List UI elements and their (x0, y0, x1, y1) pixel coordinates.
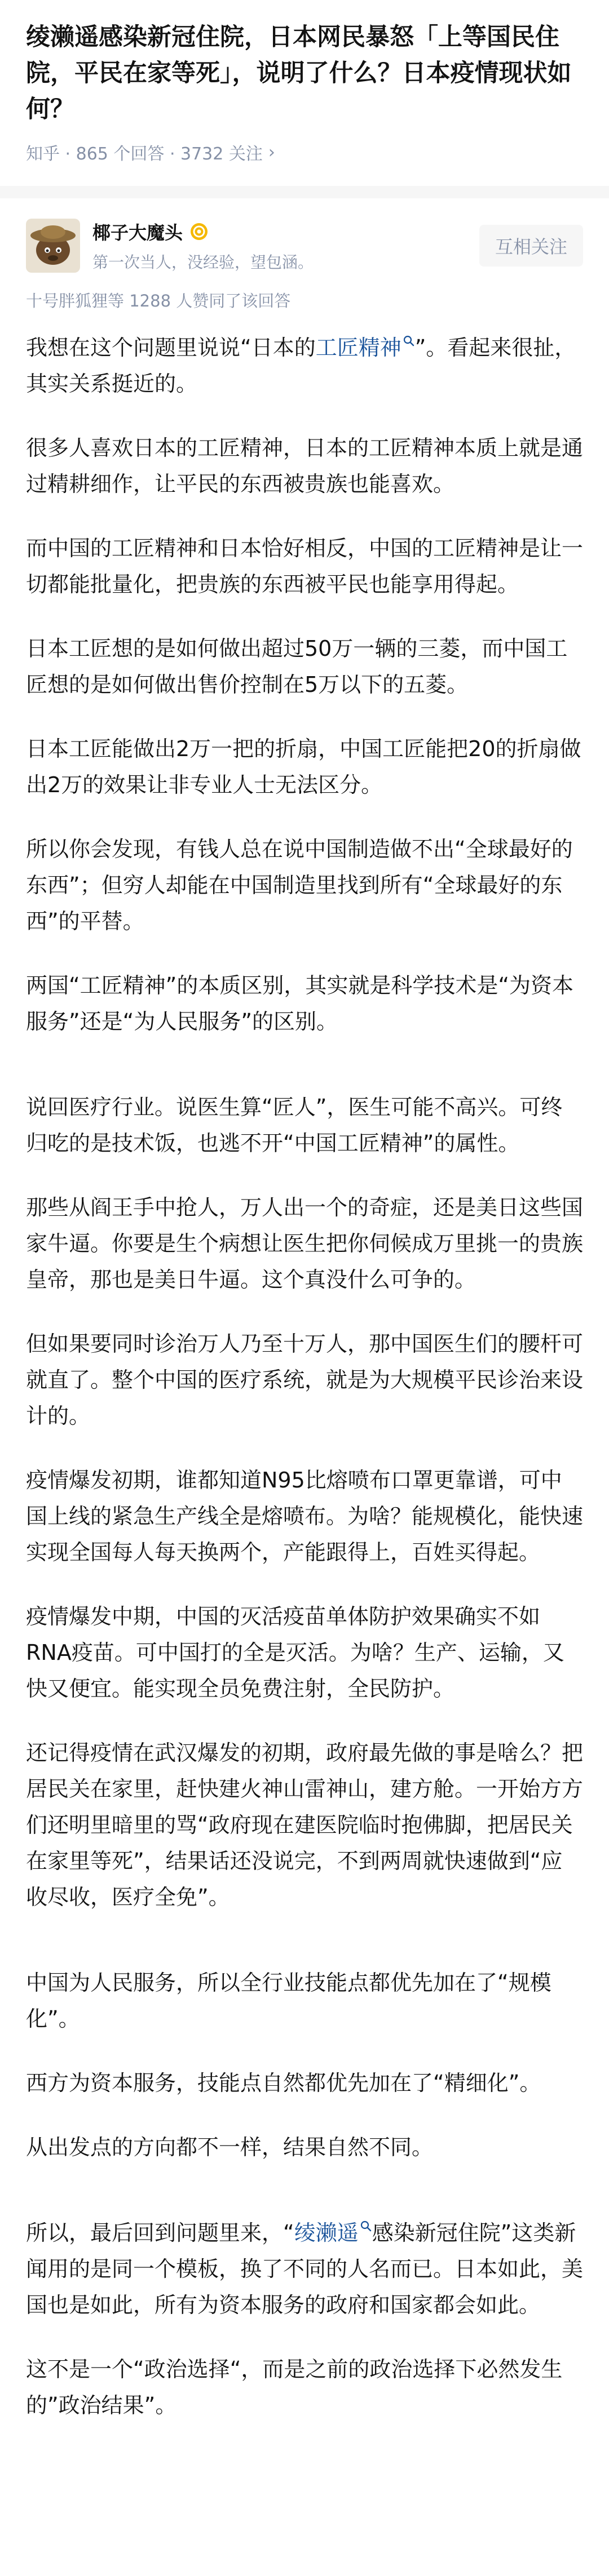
keyword-link[interactable]: 绫濑遥 (294, 2220, 359, 2245)
verified-badge-icon (189, 222, 209, 241)
paragraph: 所以，最后回到问题里来，“绫濑遥 感染新冠住院”这类新闻用的是同一个模板，换了不同的人名而已。日本如此，美国也是如此，所有为资本服务的政府和国家都会如此。 (26, 2220, 584, 2317)
section-divider (0, 186, 609, 198)
paragraph: 日本工匠想的是如何做出超过50万一辆的三菱，而中国工匠想的是如何做出售价控制在5万以下的五菱。 (26, 636, 568, 697)
paragraph: 日本工匠能做出2万一把的折扇，中国工匠能把20的折扇做出2万的效果让非专业人士无法区分。 (26, 736, 581, 797)
avatar[interactable] (26, 219, 80, 273)
question-title[interactable]: 绫濑遥感染新冠住院，日本网民暴怒「上等国民住院，平民在家等死」，说明了什么？日本疫情现状如何？ (26, 23, 572, 123)
paragraph: 还记得疫情在武汉爆发的初期，政府最先做的事是啥么？把居民关在家里，赶快建火神山雷神山，建方舱。一开始方方们还明里暗里的骂“政府现在建医院临时抱佛脚，把居民关在家里等死”，结果话还没说完，不到两周就快速做到“应收尽收，医疗全免”。 (26, 1740, 584, 1909)
question-meta[interactable] (26, 140, 583, 165)
paragraph: 说回医疗行业。说医生算“匠人”，医生可能不高兴。可终归吃的是技术饭，也逃不开“中国工匠精神”的属性。 (26, 1095, 563, 1156)
author-name[interactable]: 椰子大魔头 (92, 222, 183, 243)
paragraph: 但如果要同时诊治万人乃至十万人，那中国医生们的腰杆可就直了。整个中国的医疗系统，就是为大规模平民诊治来设计的。 (26, 1331, 584, 1428)
paragraph: 所以你会发现，有钱人总在说中国制造做不出“全球最好的东西”；但穷人却能在中国制造里找到所有“全球最好的东西”的平替。 (26, 837, 573, 934)
paragraph: 很多人喜欢日本的工匠精神，日本的工匠精神本质上就是通过精耕细作，让平民的东西被贵族也能喜欢。 (26, 436, 584, 496)
paragraph: 两国“工匠精神”的本质区别，其实就是科学技术是“为资本服务”还是“为人民服务”的区别。 (26, 973, 574, 1034)
search-icon[interactable] (403, 335, 415, 347)
paragraph: 西方为资本服务，技能点自然都优先加在了“精细化”。 (26, 2071, 541, 2095)
paragraph: 疫情爆发中期，中国的灭活疫苗单体防护效果确实不如RNA疫苗。可中国打的全是灭活。为啥？生产、运输，又快又便宜。能实现全员免费注射，全民防护。 (26, 1604, 564, 1701)
paragraph: 那些从阎王手中抢人，万人出一个的奇症，还是美日这些国家牛逼。你要是生个病想让医生把你伺候成万里挑一的贵族皇帝，那也是美日牛逼。这个真没什么可争的。 (26, 1195, 584, 1292)
paragraph: 中国为人民服务，所以全行业技能点都优先加在了“规模化”。 (26, 1970, 551, 2031)
question-meta-text: 知乎 · 865 个回答 · 3732 关注 (26, 144, 263, 164)
keyword-link[interactable]: 工匠精神 (315, 335, 401, 360)
paragraph: 这不是一个“政治选择“，而是之前的政治选择下必然发生的”政治结果”。 (26, 2357, 563, 2418)
paragraph: 疫情爆发初期，谁都知道N95比熔喷布口罩更靠谱，可中国上线的紧急生产线全是熔喷布。为啥？能规模化，能快速实现全国每人每天换两个，产能跟得上，百姓买得起。 (26, 1468, 584, 1565)
author-name-row (92, 219, 479, 245)
paragraph: 我想在这个问题里说说“日本的工匠精神 ”。看起来很扯，其实关系挺近的。 (26, 335, 576, 396)
question-header (0, 0, 609, 165)
search-icon[interactable] (360, 2220, 372, 2232)
author-card (0, 198, 609, 274)
paragraph: 从出发点的方向都不一样，结果自然不同。 (26, 2135, 434, 2160)
answer-content (0, 312, 609, 2423)
author-headline: 第一次当人，没经验，望包涵。 (92, 253, 314, 272)
paragraph: 而中国的工匠精神和日本恰好相反，中国的工匠精神是让一切都能批量化，把贵族的东西被平民也能享用得起。 (26, 536, 584, 597)
follow-button[interactable]: 互相关注 (479, 225, 583, 267)
author-info (92, 219, 479, 273)
chevron-right-icon: › (268, 142, 275, 162)
upvote-summary[interactable]: 十号胖狐狸等 1288 人赞同了该回答 (26, 291, 291, 310)
